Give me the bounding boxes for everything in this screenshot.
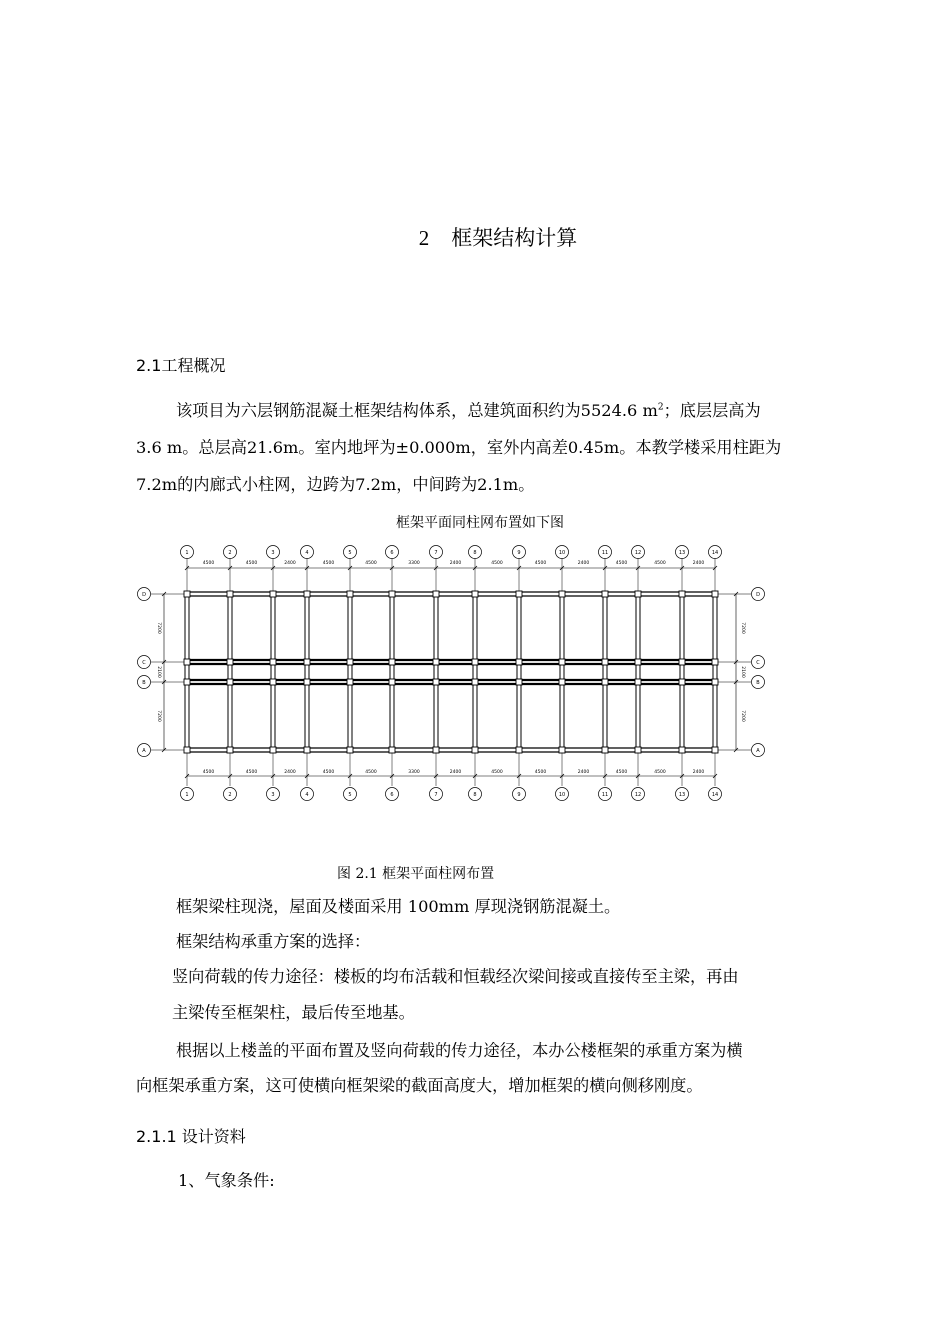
column-mark [227,659,233,665]
axis-bubble-label: 12 [634,791,642,798]
column-mark [304,679,310,685]
axis-bubble-label: 3 [271,791,275,798]
axis-bubble-label: 5 [348,549,352,556]
column-mark [679,659,685,665]
column-mark [516,679,522,685]
row-dimension-label: 7200 [156,622,161,634]
column-mark [559,659,565,665]
column-mark [347,659,353,665]
bay-dimension-label: 4500 [491,561,503,566]
list-item-1: 1、气象条件: [178,1171,275,1190]
column-mark [347,747,353,753]
paragraph-1: 框架梁柱现浇，屋面及楼面采用 100mm 厚现浇钢筋混凝土。 [176,897,621,916]
axis-bubble-label: 14 [711,549,719,556]
bay-dimension-label: 4500 [365,770,377,775]
column-mark [602,591,608,597]
axis-bubble-label: 8 [473,791,477,798]
axis-bubble-label: C [142,659,146,666]
column-mark [184,679,190,685]
column-mark [184,747,190,753]
bay-dimension-label: 2400 [284,770,296,775]
axis-bubble-label: 4 [305,791,309,798]
column-mark [270,747,276,753]
row-dimension-label: 7200 [156,710,161,722]
section-heading: 2.1工程概况 [136,356,226,375]
column-mark [516,659,522,665]
column-mark [184,659,190,665]
column-mark [712,591,718,597]
axis-bubble-label: 11 [601,791,609,798]
bay-dimension-label: 4500 [615,770,628,775]
column-mark [304,747,310,753]
intro-line-2: 3.6 m。总层高21.6m。室内地坪为±0.000m，室外内高差0.45m。本教学楼采用柱距为 [136,438,782,457]
axis-bubble-label: D [142,591,146,598]
bay-dimension-label: 4500 [491,770,503,775]
bay-dimension-label: 2400 [577,770,590,775]
axis-bubble-label: A [142,747,146,754]
figure-title: 框架平面同柱网布置如下图 [396,515,564,531]
subsection-heading: 2.1.1 设计资料 [136,1127,246,1146]
paragraph-2: 框架结构承重方案的选择： [176,932,371,951]
column-mark [389,747,395,753]
bay-dimension-label: 3300 [408,561,420,566]
axis-bubble-label: 14 [711,791,719,798]
bay-dimension-label: 2400 [449,561,462,566]
axis-bubble-label: 7 [434,791,438,798]
column-mark [712,659,718,665]
bay-dimension-label: 4500 [245,770,258,775]
axis-bubble-label: 10 [558,791,566,798]
column-mark [602,679,608,685]
row-dimension-label: 7200 [740,622,745,634]
axis-bubble-label: 6 [390,549,394,556]
paragraph-3-line-2: 主梁传至框架柱，最后传至地基。 [172,1003,415,1022]
axis-bubble-label: 2 [228,791,232,798]
column-mark [635,591,641,597]
row-dimension-label: 2100 [156,666,161,678]
axis-bubble-label: D [756,591,760,598]
column-mark [270,659,276,665]
column-mark [227,747,233,753]
axis-bubble-label: B [756,679,760,686]
column-mark [559,747,565,753]
bay-dimension-label: 2400 [692,561,705,566]
axis-bubble-label: 1 [185,549,189,556]
axis-bubble-label: 4 [305,549,309,556]
bay-dimension-label: 2400 [692,770,705,775]
intro-line-1 [176,394,761,428]
column-mark [433,591,439,597]
column-mark [635,679,641,685]
axis-bubble-label: 8 [473,549,477,556]
column-mark [602,747,608,753]
bay-dimension-label: 4500 [615,561,628,566]
column-mark [347,591,353,597]
chapter-title-text: 框架结构计算 [451,226,578,250]
chapter-title [0,222,950,252]
column-mark [347,679,353,685]
axis-bubble-label: C [756,659,760,666]
bay-dimension-label: 3300 [408,770,420,775]
column-mark [304,659,310,665]
paragraph-4-line-2: 向框架承重方案，这可使横向框架梁的截面高度大，增加框架的横向侧移刚度。 [136,1076,703,1095]
column-mark [679,591,685,597]
column-mark [389,679,395,685]
bay-dimension-label: 4500 [654,770,666,775]
column-mark [472,659,478,665]
bay-dimension-label: 2400 [284,561,296,566]
axis-bubble-label: 7 [434,549,438,556]
row-dimension-label: 7200 [740,710,745,722]
paragraph-4-line-1: 根据以上楼盖的平面布置及竖向荷载的传力途径，本办公楼框架的承重方案为横 [176,1041,743,1060]
axis-bubble-label: 11 [601,549,609,556]
intro-superscript: 2 [657,402,664,413]
axis-bubble-label: 5 [348,791,352,798]
chapter-number: 2 [418,226,430,250]
bay-dimension-label: 4500 [534,770,547,775]
bay-dimension-label: 4500 [654,561,666,566]
column-mark [559,591,565,597]
column-mark [472,747,478,753]
axis-bubble-label: 9 [517,549,521,556]
column-grid-plan [130,540,770,804]
column-mark [712,747,718,753]
column-mark [472,591,478,597]
column-mark [227,679,233,685]
axis-bubble-label: 1 [185,791,189,798]
column-mark [679,679,685,685]
bay-dimension-label: 4500 [534,561,547,566]
bay-dimension-label: 4500 [365,561,377,566]
column-mark [433,659,439,665]
column-mark [304,591,310,597]
axis-bubble-label: 13 [678,791,686,798]
column-mark [679,747,685,753]
axis-bubble-label: A [756,747,760,754]
paragraph-3-line-1: 竖向荷载的传力途径：楼板的均布活载和恒载经次梁间接或直接传至主梁，再由 [172,967,739,986]
column-mark [516,591,522,597]
axis-bubble-label: 12 [634,549,642,556]
row-dimension-label: 2100 [740,666,745,678]
column-mark [389,591,395,597]
column-mark [635,659,641,665]
column-mark [270,591,276,597]
axis-bubble-label: 13 [678,549,686,556]
figure-caption: 图 2.1 框架平面柱网布置 [337,866,495,882]
bay-dimension-label: 4500 [245,561,258,566]
column-mark [712,679,718,685]
column-mark [389,659,395,665]
bay-dimension-label: 2400 [449,770,462,775]
column-mark [516,747,522,753]
bay-dimension-label: 4500 [202,770,215,775]
bay-dimension-label: 4500 [202,561,215,566]
column-mark [472,679,478,685]
column-mark [184,591,190,597]
column-mark [227,591,233,597]
column-mark [433,747,439,753]
axis-bubble-label: 6 [390,791,394,798]
axis-bubble-label: 10 [558,549,566,556]
intro-line-1a: 该项目为六层钢筋混凝土框架结构体系，总建筑面积约为5524.6 m [176,401,658,420]
bay-dimension-label: 4500 [322,770,335,775]
column-mark [602,659,608,665]
intro-line-3: 7.2m的内廊式小柱网，边跨为7.2m，中间跨为2.1m。 [136,475,535,494]
column-mark [433,679,439,685]
axis-bubble-label: 3 [271,549,275,556]
axis-bubble-label: 2 [228,549,232,556]
column-mark [270,679,276,685]
axis-bubble-label: B [142,679,146,686]
axis-bubble-label: 9 [517,791,521,798]
intro-line-1b: ；底层层高为 [663,401,761,420]
bay-dimension-label: 4500 [322,561,335,566]
column-mark [635,747,641,753]
bay-dimension-label: 2400 [577,561,590,566]
column-mark [559,679,565,685]
